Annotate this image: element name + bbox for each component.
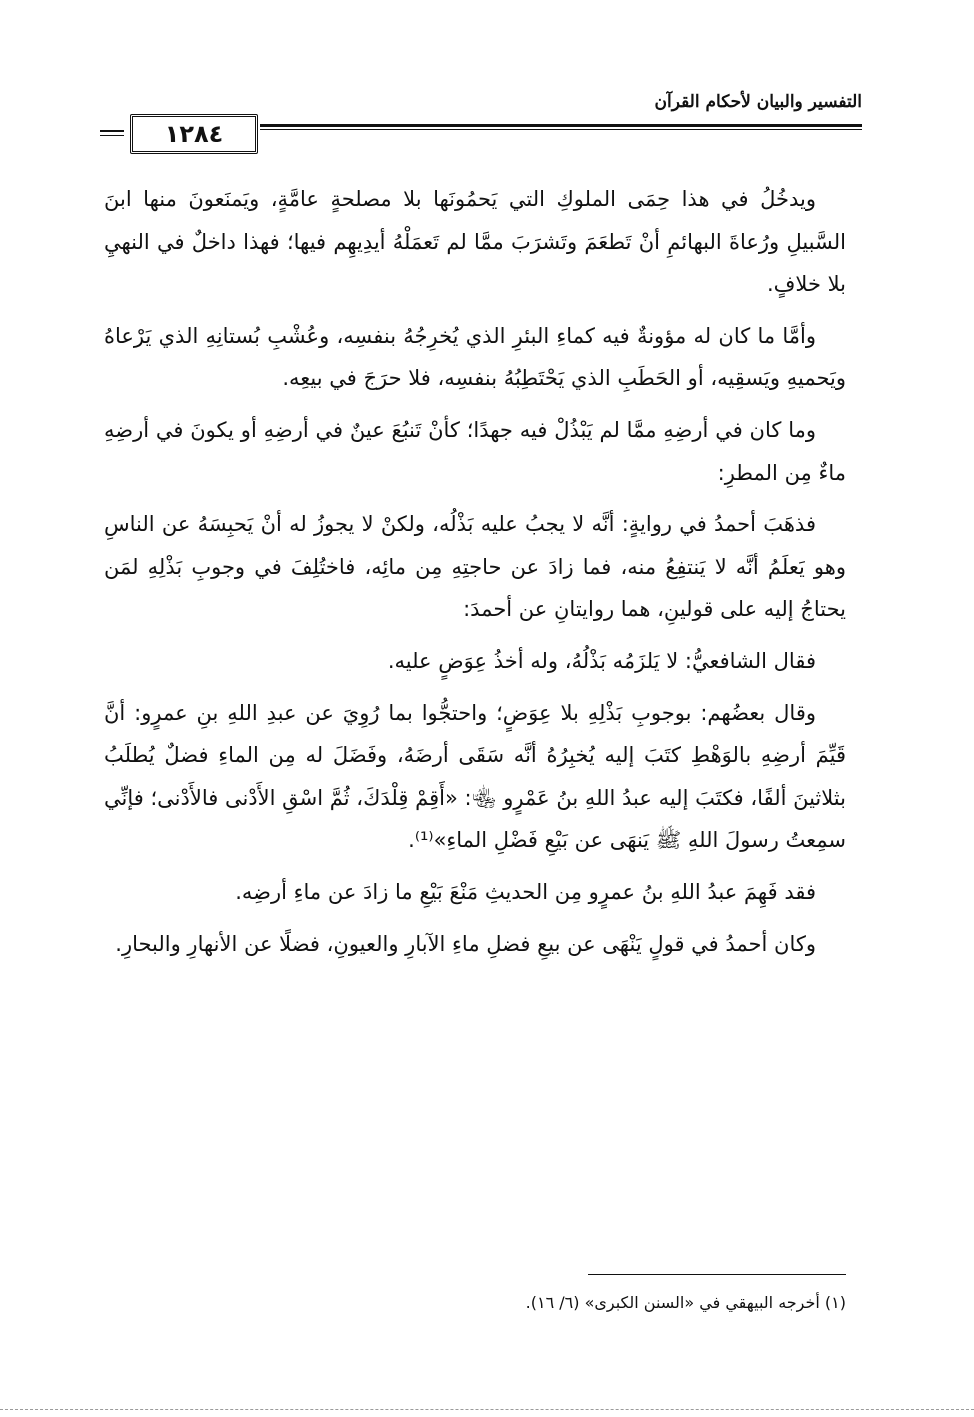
paragraph: وأمَّا ما كان له مؤونةٌ فيه كماءِ البئرِ الذي يُخرِجُهُ بنفسِه، وعُشْبِ بُستانِهِ الذي يَرْعاهُ ويَحميهِ ويَسقِيه، أو الحَطَبِ الذي يَحْتَطِبُهُ بنفسِه، فلا حرَجَ في بيعِه. [104, 323, 846, 391]
page-header [100, 92, 862, 172]
header-rule-thin [260, 129, 862, 130]
page-number: ١٢٨٤ [130, 114, 258, 154]
header-rule [260, 124, 862, 127]
header-rule-left-thin [100, 135, 124, 136]
paragraph: فقال الشافعيُّ: لا يَلزَمُه بَذْلُهُ، وله أخذُ عِوَضٍ عليه. [387, 648, 816, 673]
paragraph: فذهَبَ أحمدُ في روايةٍ: أنَّه لا يجبُ عليه بَذْلُه، ولكنْ لا يجوزُ له أنْ يَحبِسَهُ عن الناسِ وهو يَعلَمُ أنَّه لا يَنتفِعُ منه، فما زادَ عن حاجتِهِ مِن مائِه، فاختُلِفَ في وجوبِ بَذْلِهِ لمَن يحتاجُ إليه على قولينِ، هما روايتانِ عن أحمدَ: [104, 512, 846, 622]
paragraph: وما كان في أرضِهِ ممَّا لم يَبْذُلْ فيه جهدًا؛ كأنْ تَنبُعَ عينٌ في أرضِهِ أو يكونَ في أرضِهِ ماءٌ مِن المطرِ: [104, 417, 846, 485]
header-rule-left [100, 130, 124, 132]
book-title: التفسير والبيان لأحكام القرآن [654, 92, 862, 112]
footnote-separator [588, 1274, 846, 1275]
paragraph: وقال بعضُهم: بوجوبِ بَذْلِهِ بلا عِوَضٍ؛ واحتجُّوا بما رُوِيَ عن عبدِ اللهِ بنِ عمرٍو: أنَّ قَيِّمَ أرضِهِ بالوَهْطِ كتَبَ إليه يُخبِرُهُ أنَّه سَقَى أرضَهُ، وفَضَلَ له مِن الماءِ فضلٌ يُطلَبُ بثلاثينَ ألفًا، فكتَبَ إليه عبدُ اللهِ بنُ عَمْرٍو ﵄: «أَقِمْ قِلْدَكَ، ثُمَّ اسْقِ الأَدْنى فالأَدْنى؛ فإنِّي سمِعتُ رسولَ اللهِ ﷺ يَنهَى عن بَيْعِ فَضْلِ الماءِ»⁽¹⁾. [104, 700, 846, 853]
scan-edge-line [0, 1409, 974, 1410]
paragraph: ويدخُلُ في هذا حِمَى الملوكِ التي يَحمُونَها بلا مصلحةٍ عامَّةٍ، ويَمنَعونَ منها ابنَ السَّبيلِ ورُعاةَ البهائمِ أنْ تَطعَمَ وتَشرَبَ ممَّا لم تَعمَلْهُ أيدِيهِم فيها؛ فهذا داخلٌ في النهيِ بلا خلافٍ. [104, 187, 846, 297]
paragraph: وكان أحمدُ في قولٍ يَنْهَى عن بيعِ فضلِ ماءِ الآبارِ والعيونِ، فضلًا عن الأنهارِ والبحارِ. [115, 931, 816, 956]
footnote: (١) أخرجه البيهقي في «السنن الكبرى» (٦/ ١٦). [525, 1293, 846, 1312]
paragraph: فقد فَهِمَ عبدُ اللهِ بنُ عمرٍو مِن الحديثِ مَنْعَ بَيْعِ ما زادَ عن ماءِ أرضِه. [235, 879, 816, 904]
page-body [104, 178, 846, 974]
